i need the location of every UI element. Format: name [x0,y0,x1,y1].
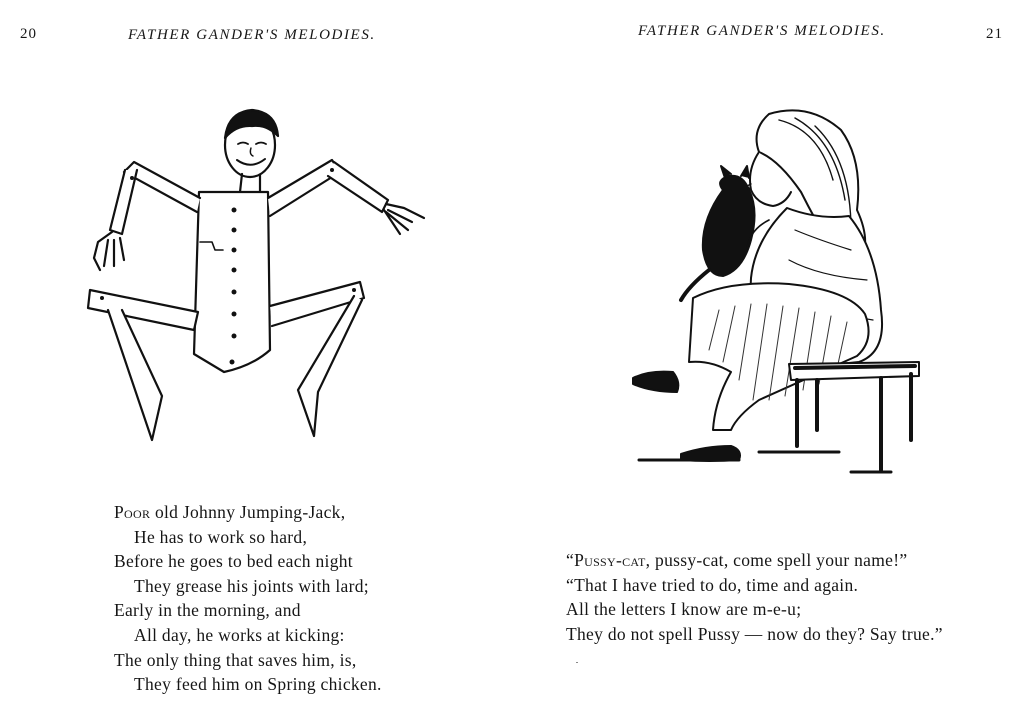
girl-with-cat-illustration [619,100,924,490]
verse-first-line-rest: old Johnny Jumping-Jack, [150,502,346,522]
verse-line: All the letters I know are m-e-u; [566,599,802,620]
verse-jumping-jack [114,500,382,697]
verse-first-word: “Pussy-cat, [566,550,651,570]
verse-line: “That I have tried to do, time and again. [566,574,859,595]
verse-line: All day, he works at kicking: [134,624,345,645]
page-number: 20 [20,26,37,42]
verse-line: They do not spell Pussy — now do they? Say true.” [566,623,943,644]
running-head: FATHER GANDER'S MELODIES. [638,23,886,39]
verse-line [566,548,943,573]
verse-line: Early in the morning, and [114,600,301,621]
verse-line: They feed him on Spring chicken. [134,674,382,695]
paper-speck [576,662,578,663]
verse-line: He has to work so hard, [134,526,308,547]
right-page [514,0,1028,725]
running-head: FATHER GANDER'S MELODIES. [128,27,376,43]
verse-line: The only thing that saves him, is, [114,649,357,670]
verse-line: They grease his joints with lard; [134,575,369,596]
verse-pussy-cat [566,548,943,646]
verse-line [114,500,382,525]
jumping-jack-illustration [82,100,432,445]
verse-first-word: Poor [114,502,151,522]
page-number: 21 [986,26,1003,42]
verse-first-line-rest: pussy-cat, come spell your name!” [650,550,908,570]
verse-line: Before he goes to bed each night [114,551,353,572]
